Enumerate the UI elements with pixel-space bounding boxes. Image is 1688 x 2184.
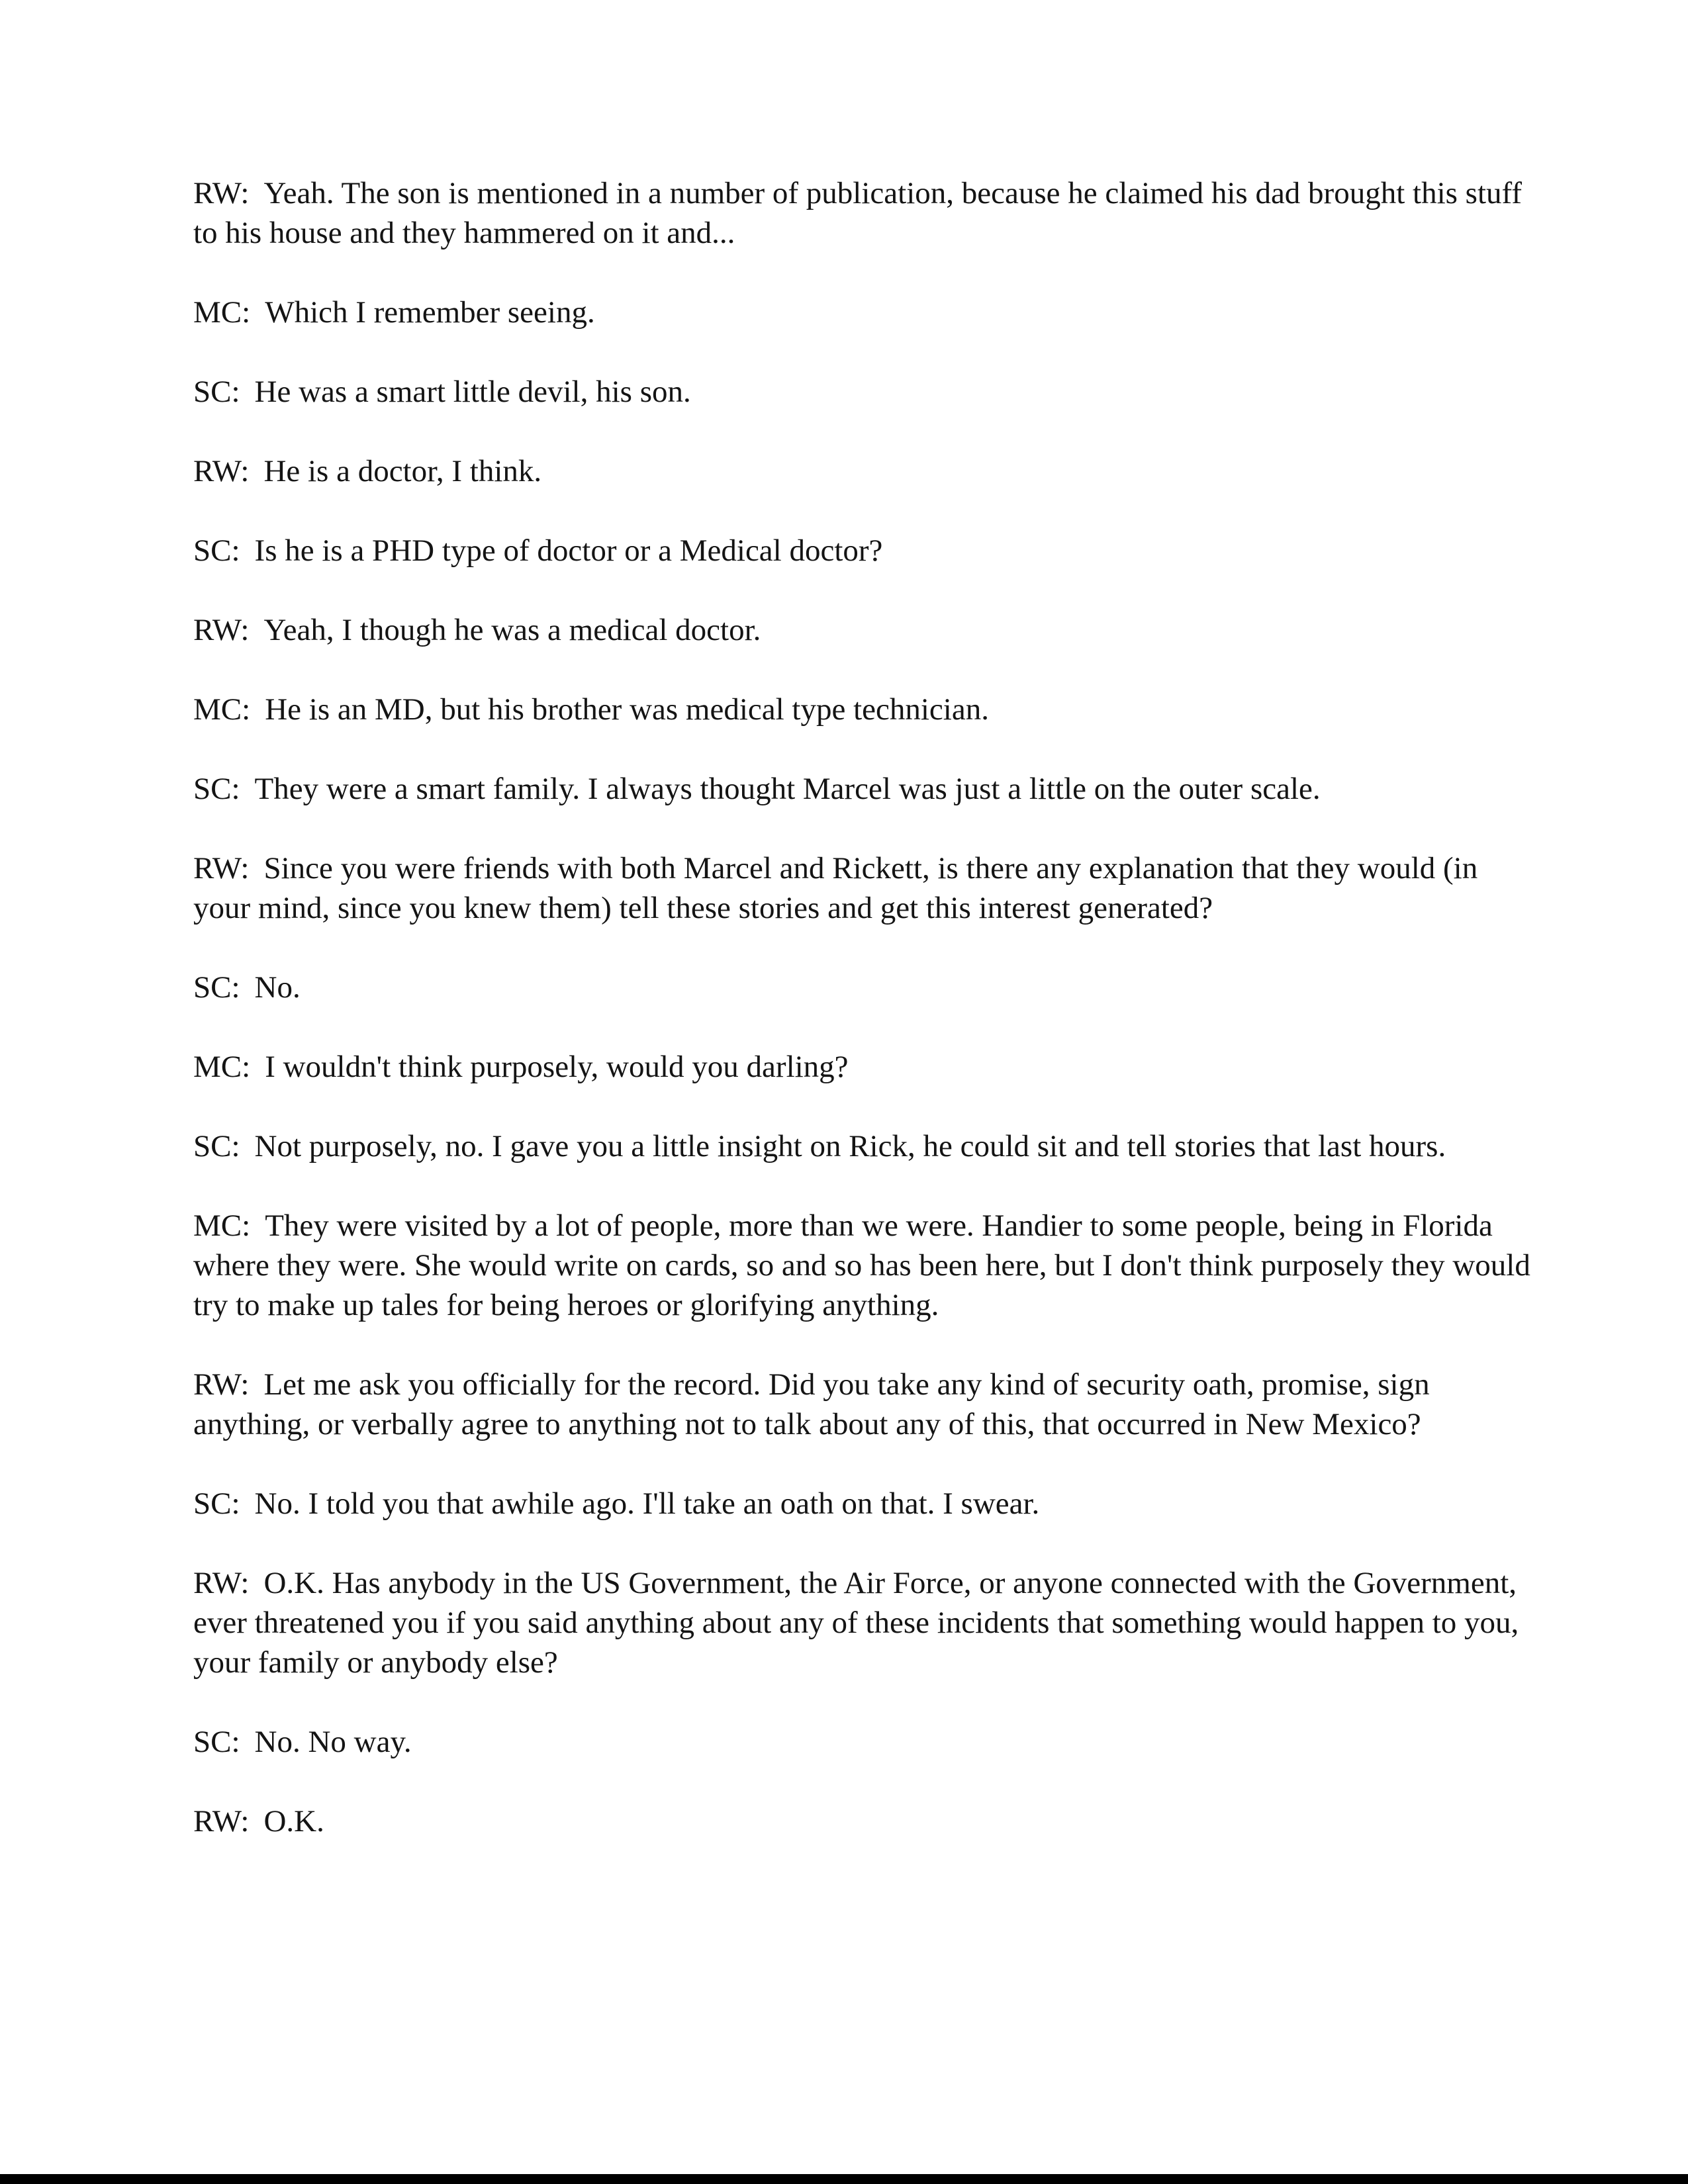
speaker-label: SC: xyxy=(193,1725,240,1759)
utterance-text: Is he is a PHD type of doctor or a Medical doctor? xyxy=(254,533,883,568)
transcript-entry xyxy=(193,451,1530,491)
speaker-label: MC: xyxy=(193,692,251,727)
scan-border-bar xyxy=(0,2174,1688,2184)
speaker-label: SC: xyxy=(193,772,240,806)
utterance-text: No. No way. xyxy=(254,1725,412,1759)
speaker-label: SC: xyxy=(193,1486,240,1521)
utterance-text: Not purposely, no. I gave you a little insight on Rick, he could sit and tell stories that last hours. xyxy=(254,1129,1446,1163)
transcript-entry xyxy=(193,1563,1530,1682)
transcript-entry xyxy=(193,1047,1530,1087)
transcript-entry xyxy=(193,610,1530,650)
speaker-label: SC: xyxy=(193,533,240,568)
transcript-entry xyxy=(193,1206,1530,1325)
utterance-text: Yeah, I though he was a medical doctor. xyxy=(263,613,761,647)
utterance-text: No. I told you that awhile ago. I'll take an oath on that. I swear. xyxy=(254,1486,1040,1521)
utterance-text: Let me ask you officially for the record. Did you take any kind of security oath, promise, sign anything, or verbally agree to anything not to talk about any of this, that occurred in New Mexico? xyxy=(193,1367,1430,1441)
transcript-entry xyxy=(193,1801,1530,1841)
utterance-text: He is an MD, but his brother was medical type technician. xyxy=(265,692,989,727)
speaker-label: MC: xyxy=(193,1050,251,1084)
transcript-entry xyxy=(193,173,1530,253)
speaker-label: RW: xyxy=(193,851,250,886)
transcript-entry xyxy=(193,848,1530,928)
speaker-label: MC: xyxy=(193,1208,251,1243)
transcript-entry xyxy=(193,372,1530,412)
utterance-text: Yeah. The son is mentioned in a number of publication, because he claimed his dad brought this stuff to his house and they hammered on it and... xyxy=(193,176,1522,250)
transcript-entry xyxy=(193,1722,1530,1762)
utterance-text: He is a doctor, I think. xyxy=(263,454,542,488)
utterance-text: I wouldn't think purposely, would you darling? xyxy=(265,1050,849,1084)
transcript-entry xyxy=(193,531,1530,570)
speaker-label: RW: xyxy=(193,1566,250,1600)
utterance-text: They were visited by a lot of people, more than we were. Handier to some people, being in Florida where they were. She would write on cards, so and so has been here, but I don't think purposely they would try to make up tales for being heroes or glorifying anything. xyxy=(193,1208,1530,1322)
speaker-label: RW: xyxy=(193,1367,250,1402)
speaker-label: RW: xyxy=(193,1804,250,1839)
interview-transcript xyxy=(193,173,1530,1881)
speaker-label: RW: xyxy=(193,454,250,488)
speaker-label: SC: xyxy=(193,970,240,1005)
utterance-text: O.K. xyxy=(263,1804,324,1839)
transcript-entry xyxy=(193,1484,1530,1524)
utterance-text: Since you were friends with both Marcel and Rickett, is there any explanation that they would (in your mind, since you knew them) tell these stories and get this interest generated? xyxy=(193,851,1478,925)
utterance-text: Which I remember seeing. xyxy=(265,295,595,330)
utterance-text: They were a smart family. I always thought Marcel was just a little on the outer scale. xyxy=(254,772,1321,806)
transcript-entry xyxy=(193,1365,1530,1444)
speaker-label: RW: xyxy=(193,176,250,210)
transcript-entry xyxy=(193,769,1530,809)
speaker-label: RW: xyxy=(193,613,250,647)
utterance-text: O.K. Has anybody in the US Government, the Air Force, or anyone connected with the Government, ever threatened you if you said anything about any of these incidents that something would happen to you, your family or anybody else? xyxy=(193,1566,1519,1680)
utterance-text: No. xyxy=(254,970,301,1005)
transcript-entry xyxy=(193,293,1530,332)
transcript-entry xyxy=(193,690,1530,729)
speaker-label: MC: xyxy=(193,295,251,330)
transcript-entry xyxy=(193,1126,1530,1166)
speaker-label: SC: xyxy=(193,375,240,409)
utterance-text: He was a smart little devil, his son. xyxy=(254,375,691,409)
transcript-entry xyxy=(193,968,1530,1007)
speaker-label: SC: xyxy=(193,1129,240,1163)
